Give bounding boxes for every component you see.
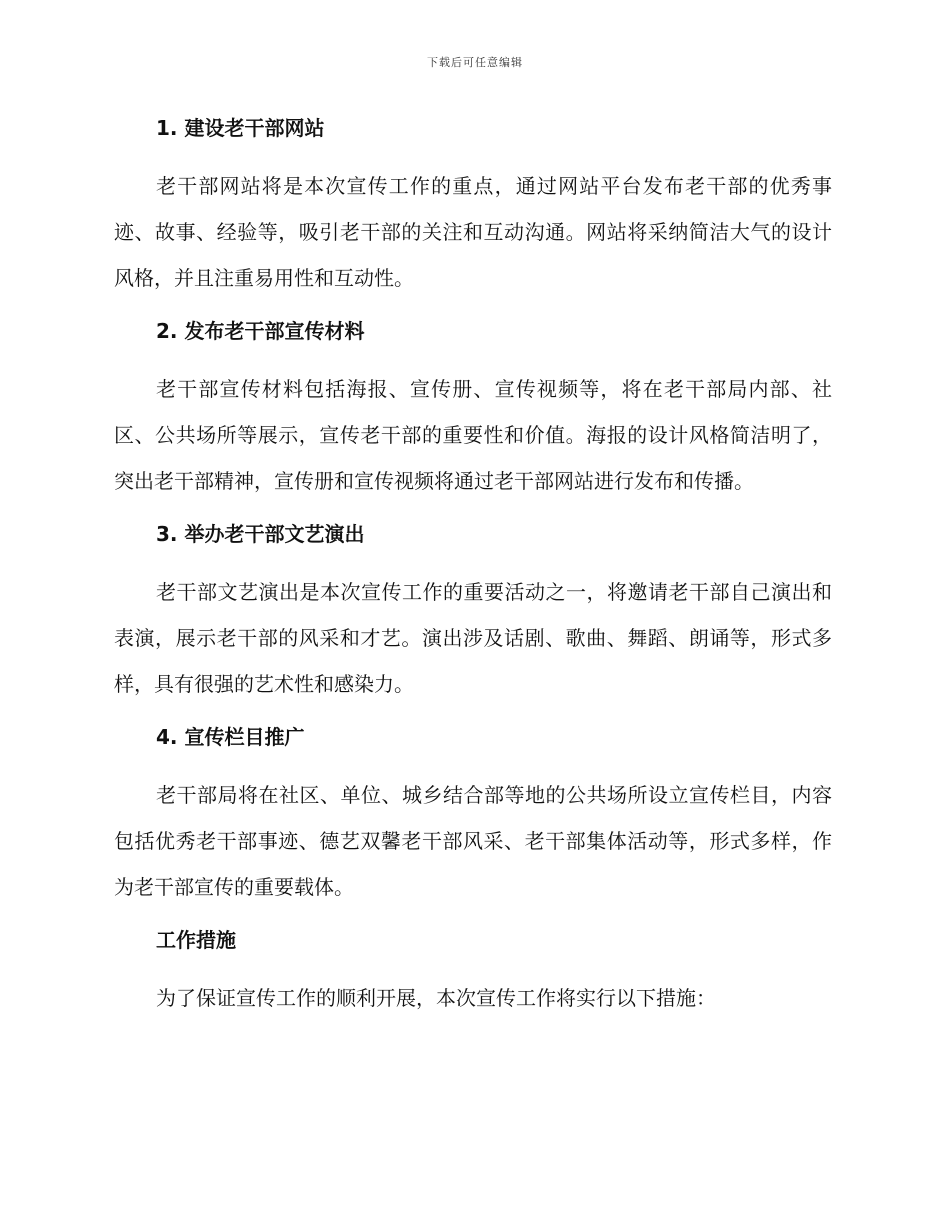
section-paragraph: 老干部网站将是本次宣传工作的重点，通过网站平台发布老干部的优秀事迹、故事、经验等，吸引老干部的关注和互动沟通。网站将采纳简洁大气的设计风格，并且注重易用性和互动性。 <box>114 174 832 290</box>
document-body <box>114 112 832 1035</box>
section-measures <box>114 924 832 1021</box>
section-heading: 4. 宣传栏目推广 <box>156 725 305 749</box>
section-heading: 2. 发布老干部宣传材料 <box>156 319 365 343</box>
section-paragraph: 老干部宣传材料包括海报、宣传册、宣传视频等，将在老干部局内部、社区、公共场所等展示，宣传老干部的重要性和价值。海报的设计风格简洁明了，突出老干部精神，宣传册和宣传视频将通过老干部网站进行发布和传播。 <box>114 377 832 493</box>
section-paragraph: 老干部局将在社区、单位、城乡结合部等地的公共场所设立宣传栏目，内容包括优秀老干部事迹、德艺双馨老干部风采、老干部集体活动等，形式多样，作为老干部宣传的重要载体。 <box>114 783 832 899</box>
section-heading: 工作措施 <box>156 928 236 952</box>
page-header: 下载后可任意编辑 <box>427 56 523 69</box>
section-website <box>114 112 832 301</box>
section-paragraph: 老干部文艺演出是本次宣传工作的重要活动之一，将邀请老干部自己演出和表演，展示老干部的风采和才艺。演出涉及话剧、歌曲、舞蹈、朗诵等，形式多样，具有很强的艺术性和感染力。 <box>114 580 832 696</box>
section-materials <box>114 315 832 504</box>
section-performance <box>114 518 832 707</box>
section-heading: 1. 建设老干部网站 <box>156 116 325 140</box>
section-heading: 3. 举办老干部文艺演出 <box>156 522 365 546</box>
section-paragraph: 为了保证宣传工作的顺利开展，本次宣传工作将实行以下措施： <box>156 986 716 1010</box>
section-columns <box>114 721 832 910</box>
